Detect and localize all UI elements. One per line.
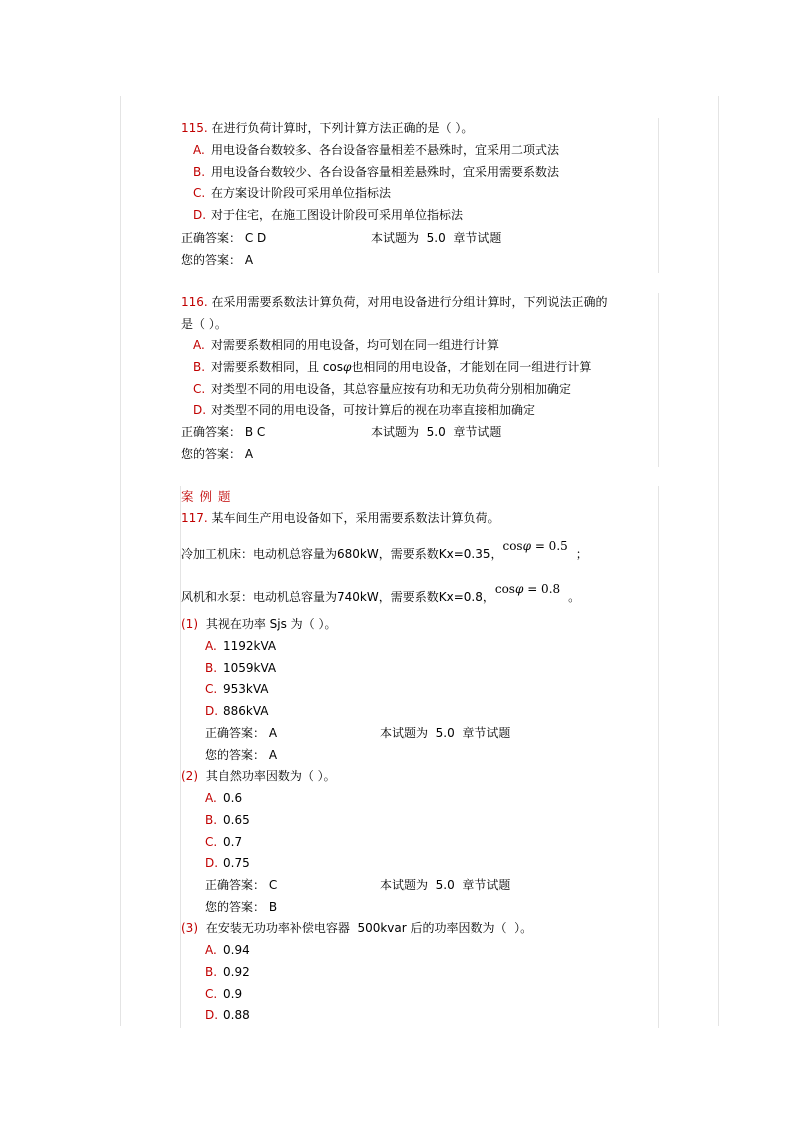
block-right-rule-3 [658, 486, 659, 1028]
sub1-correct-answer: 正确答案： A [205, 726, 278, 740]
sub3-option-b: B. 0.92 [205, 965, 250, 979]
q116-stem-line2: 是（ ）。 [181, 317, 227, 331]
sub2-number: (2) [181, 769, 198, 783]
sub1-option-c: C. 953kVA [205, 682, 269, 696]
sub2-option-d: D. 0.75 [205, 856, 250, 870]
sub3-stem: (3) 在安装无功功率补偿电容器 500kvar 后的功率因数为（ ）。 [181, 921, 533, 935]
sub3-option-d: D. 0.88 [205, 1008, 250, 1022]
sub2-stem: (2) 其自然功率因数为（ ）。 [181, 769, 336, 783]
sub1-your-value: A [268, 748, 278, 762]
q116-option-a: A. 对需要系数相同的用电设备，均可划在同一组进行计算 [193, 338, 500, 352]
sub1-number: (1) [181, 617, 198, 631]
q115-stem-text: 在进行负荷计算时，下列计算方法正确的是（ ）。 [211, 121, 474, 135]
sub1-correct-value: A [268, 726, 278, 740]
sub2-option-b: B. 0.65 [205, 813, 250, 827]
q115-option-a: A. 用电设备台数较多、各台设备容量相差不悬殊时，宜采用二项式法 [193, 143, 560, 157]
q115-correct-value: C D [244, 231, 267, 245]
sub1-option-b: B. 1059kVA [205, 661, 277, 675]
q115-number: 115. [181, 121, 208, 135]
sub2-your-answer: 您的答案： B [205, 900, 278, 914]
sub2-correct-value: C [268, 878, 278, 892]
q116-your-value: A [244, 447, 254, 461]
sub2-option-c: C. 0.7 [205, 835, 243, 849]
q116-option-c: C. 对类型不同的用电设备，其总容量应按有功和无功负荷分别相加确定 [193, 382, 572, 396]
q116-correct-value: B C [244, 425, 266, 439]
q115-score: 本试题为 5.0 章节试题 [371, 231, 502, 245]
q115-correct-answer: 正确答案： C D [181, 231, 267, 245]
page-right-rule [718, 96, 719, 1026]
q116-your-answer: 您的答案： A [181, 447, 254, 461]
sub1-option-a: A. 1192kVA [205, 639, 277, 653]
sub3-option-a: A. 0.94 [205, 943, 250, 957]
cos-phi-formula-2: cosφ = 0.8 [494, 582, 561, 596]
q115-your-value: A [244, 253, 254, 267]
sub1-option-d: D. 886kVA [205, 704, 269, 718]
q116-option-b: B. 对需要系数相同，且 cosφ也相同的用电设备，才能划在同一组进行计算 [193, 360, 592, 374]
block-left-rule-3 [180, 486, 181, 1028]
q116-number: 116. [181, 295, 208, 309]
sub2-score: 本试题为 5.0 章节试题 [380, 878, 511, 892]
q115-stem [181, 120, 473, 136]
sub2-your-value: B [268, 900, 278, 914]
q116-correct-answer: 正确答案： B C [181, 425, 266, 439]
q115-your-answer: 您的答案： A [181, 253, 254, 267]
case-line-machine-tools: 冷加工机床：电动机总容量为680kW，需要系数Kx=0.35，cosφ = 0.5； [181, 539, 588, 561]
q115-option-c: C. 在方案设计阶段可采用单位指标法 [193, 186, 392, 200]
block-right-rule-2 [658, 293, 659, 467]
sub1-stem: (1) 其视在功率 Sjs 为（ ）。 [181, 617, 337, 631]
q117-stem: 117. 某车间生产用电设备如下，采用需要系数法计算负荷。 [181, 511, 500, 525]
q115-option-b: B. 用电设备台数较少、各台设备容量相差悬殊时，宜采用需要系数法 [193, 165, 560, 179]
case-heading: 案例题 [181, 489, 237, 504]
sub3-number: (3) [181, 921, 198, 935]
sub1-your-answer: 您的答案： A [205, 748, 278, 762]
q116-stem-line1: 116. 在采用需要系数法计算负荷，对用电设备进行分组计算时，下列说法正确的 [181, 295, 608, 309]
sub1-score: 本试题为 5.0 章节试题 [380, 726, 511, 740]
sub2-option-a: A. 0.6 [205, 791, 243, 805]
sub3-option-c: C. 0.9 [205, 987, 243, 1001]
cos-phi-formula-1: cosφ = 0.5 [502, 539, 568, 553]
block-right-rule-1 [658, 118, 659, 273]
q116-option-d: D. 对类型不同的用电设备，可按计算后的视在功率直接相加确定 [193, 403, 536, 417]
phi-symbol: φ [343, 360, 352, 374]
page-left-rule [120, 96, 121, 1026]
q115-option-d: D. 对于住宅，在施工图设计阶段可采用单位指标法 [193, 208, 464, 222]
sub2-correct-answer: 正确答案： C [205, 878, 278, 892]
q117-number: 117. [181, 511, 208, 525]
case-line-fans-pumps: 风机和水泵：电动机总容量为740kW，需要系数Kx=0.8，cosφ = 0.8。 [181, 582, 581, 604]
q116-score: 本试题为 5.0 章节试题 [371, 425, 502, 439]
